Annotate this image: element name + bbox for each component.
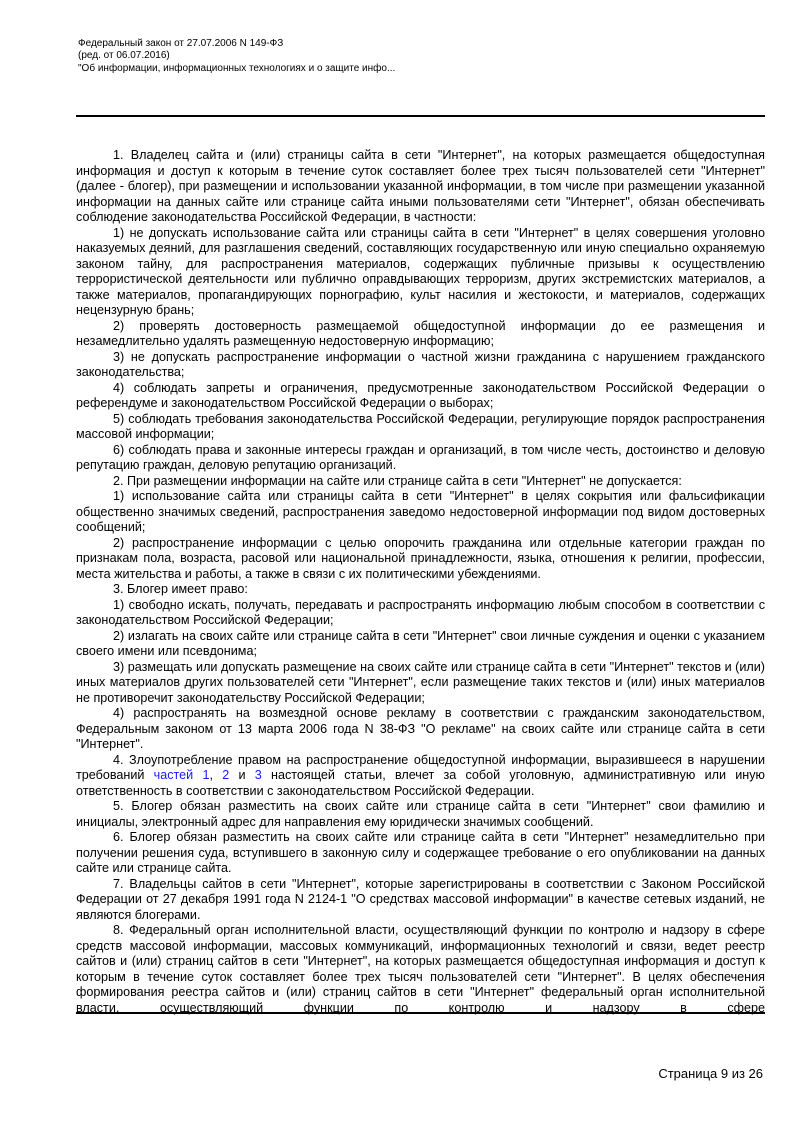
- header-law-title: Федеральный закон от 27.07.2006 N 149-ФЗ: [78, 38, 284, 49]
- link-part-3[interactable]: 3: [254, 768, 262, 782]
- link-parts[interactable]: частей: [153, 768, 194, 782]
- document-header: [78, 38, 395, 75]
- paragraph: 2) излагать на своих сайте или странице сайта в сети "Интернет" свои личные суждения и оценки с указанием своего имени или псевдонима;: [76, 628, 765, 658]
- paragraph-text: настоящей статьи, влечет за собой уголовную, административную или иную ответственность в соответствии с законодательством Российской Федерации.: [76, 768, 765, 798]
- paragraph: 2. При размещении информации на сайте или странице сайта в сети "Интернет" не допускается:: [113, 473, 682, 488]
- link-part-2[interactable]: 2: [222, 768, 230, 782]
- paragraph: 6. Блогер обязан разместить на своих сайте или странице сайта в сети "Интернет" незамедлительно при получении решения суда, вступившего в законную силу и содержащее требование о его опубликовании на данных сайте или странице сайта.: [76, 830, 765, 875]
- paragraph: 1) свободно искать, получать, передавать и распространять информацию любым способом в соответствии с законодательством Российской Федерации;: [76, 597, 765, 627]
- paragraph: 8. Федеральный орган исполнительной власти, осуществляющий функции по контролю и надзору в сфере средств массовой информации, массовых коммуникаций, информационных технологий и связи, ведет реестр сайтов и (или) страниц сайтов в сети "Интернет", на которых размещается общедоступная информация и доступ к которым в течение суток составляет более трех тысяч пользователей сети "Интернет". В целях обеспечения формирования реестра сайтов и (или) страниц сайтов в сети "Интернет" федеральный орган исполнительной власти, осуществляющий функции по контролю и надзору в сфере: [76, 923, 765, 1015]
- paragraph: 7. Владельцы сайтов в сети "Интернет", которые зарегистрированы в соответствии с Законом Российской Федерации от 27 декабря 1991 года N 2124-1 "О средствах массовой информации" в качестве сетевых изданий, не являются блогерами.: [76, 876, 765, 922]
- paragraph: 4) распространять на возмездной основе рекламу в соответствии с гражданским законодательством, Федеральным законом от 13 марта 2006 года N 38-ФЗ "О рекламе" на своих сайте или странице сайта в сети "Интернет".: [76, 706, 765, 751]
- header-law-subject: "Об информации, информационных технологиях и о защите инфо...: [78, 62, 396, 74]
- paragraph: 6) соблюдать права и законные интересы граждан и организаций, в том числе честь, достоинство и деловую репутацию граждан, деловую репутацию организаций.: [76, 442, 765, 472]
- paragraph: 3. Блогер имеет право:: [113, 582, 248, 596]
- paragraph: 1. Владелец сайта и (или) страницы сайта в сети "Интернет", на которых размещается общедоступная информация и доступ к которым в течение суток составляет более трех тысяч пользователей сети "Интернет" (далее - блогер), при размещении и использовании указанной информации, в том числе при размещении указанной информации на данных сайте или странице сайта иными пользователями сети "Интернет", обязан обеспечивать соблюдение законодательства Российской Федерации, в частности:: [76, 148, 765, 224]
- header-edition: (ред. от 06.07.2016): [78, 50, 170, 62]
- footer-divider: [76, 1012, 765, 1014]
- paragraph-text: 4. Злоупотребление правом на распространение общедоступной информации, выразившееся в нарушении требований: [76, 752, 765, 782]
- paragraph: 5. Блогер обязан разместить на своих сайте или странице сайта в сети "Интернет" свои фамилию и инициалы, электронный адрес для направления ему юридически значимых сообщений.: [76, 799, 765, 829]
- separator-text: и: [229, 768, 255, 782]
- paragraph: 5) соблюдать требования законодательства Российской Федерации, регулирующие порядок распространения массовой информации;: [76, 411, 765, 441]
- paragraph: 3) не допускать распространение информации о частной жизни гражданина с нарушением гражданского законодательства;: [76, 349, 765, 379]
- paragraph: 4) соблюдать запреты и ограничения, предусмотренные законодательством Российской Федерации о референдуме и законодательством Российской Федерации о выборах;: [76, 380, 765, 410]
- document-body: [76, 148, 765, 1016]
- link-part-1[interactable]: 1: [202, 768, 210, 782]
- paragraph: 2) распространение информации с целью опорочить гражданина или отдельные категории граждан по признакам пола, возраста, расовой или национальной принадлежности, языка, отношения к религии, профессии, места жительства и работы, а также в связи с их политическими убеждениями.: [76, 535, 765, 581]
- paragraph-with-links: [76, 753, 765, 800]
- page-number: Страница 9 из 26: [658, 1066, 763, 1081]
- paragraph: 1) использование сайта или страницы сайта в сети "Интернет" в целях сокрытия или фальсификации общественно значимых сведений, распространения заведомо недостоверной информации под видом достоверных сообщений;: [76, 489, 765, 534]
- paragraph: 2) проверять достоверность размещаемой общедоступной информации до ее размещения и незамедлительно удалять размещенную недостоверную информацию;: [76, 318, 765, 348]
- paragraph: 1) не допускать использование сайта или страницы сайта в сети "Интернет" в целях совершения уголовно наказуемых деяний, для разглашения сведений, составляющих государственную или иную специально охраняемую законом тайну, для распространения материалов, содержащих публичные призывы к осуществлению террористической деятельности или публично оправдывающих терроризм, других экстремистских материалов, а также материалов, пропагандирующих порнографию, культ насилия и жестокости, и материалов, содержащих нецензурную брань;: [76, 225, 765, 317]
- separator-text: ,: [209, 768, 223, 782]
- header-divider: [76, 115, 765, 117]
- paragraph: 3) размещать или допускать размещение на своих сайте или странице сайта в сети "Интернет" текстов и (или) иных материалов других пользователей сети "Интернет", если размещение таких текстов и (или) иных материалов не противоречит законодательству Российской Федерации;: [76, 659, 765, 705]
